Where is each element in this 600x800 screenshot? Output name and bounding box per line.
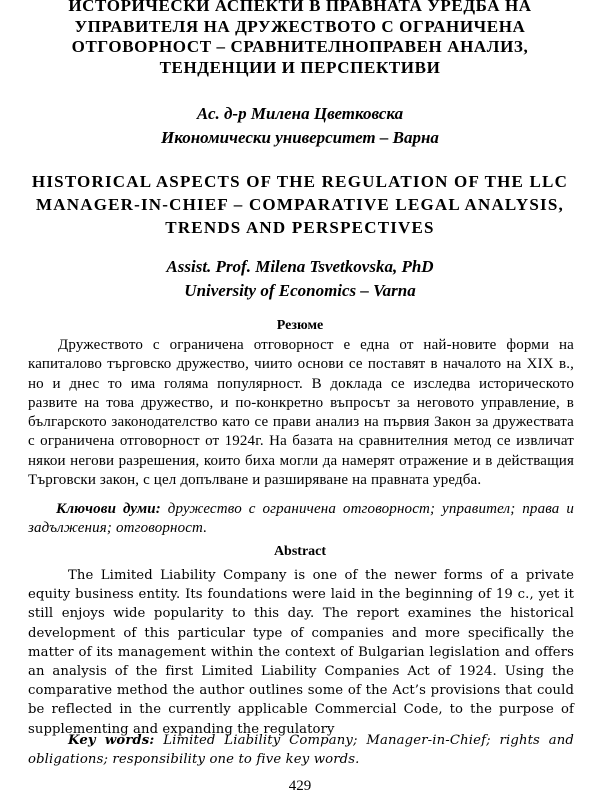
abstract-heading: Abstract	[273, 544, 327, 559]
rezyume-paragraph: Дружеството с ограничена отговорност е една от най-новите форми на капиталово търговско дружество, чиито основи се поставят в началото на XIX в., но и днес то има голяма популярност. В доклада се изследва историческото развите на това дружество, и по-конкретно въпросът за неговото управление, в българското законодателство като се прави анализ на първия Закон за дружествата с ограничена отговорност от 1924г. На базата на сравнителния метод се извличат някои негови разрешения, които биха могли да намерят отражение и в действащия Търговски закон, с цел допълване и разширяване на правната уредба.	[28, 337, 574, 489]
english-author-affiliation: University of Economics – Varna	[184, 281, 416, 300]
bulgarian-keywords	[28, 500, 574, 539]
bulgarian-keywords-text: дружество с ограничена отговорност; управител; права и задължения; отговорност.	[28, 501, 574, 537]
bulgarian-author-block	[20, 102, 580, 150]
english-author-block	[20, 255, 580, 303]
bulgarian-author-name: Ас. д-р Милена Цветковска	[196, 104, 404, 123]
bulgarian-title: ИСТОРИЧЕСКИ АСПЕКТИ В ПРАВНАТА УРЕДБА НА УПРАВИТЕЛЯ НА ДРУЖЕСТВОТО С ОГРАНИЧЕНА ОТГОВОРНОСТ – СРАВНИТЕЛНОПРАВЕН АНАЛИЗ, ТЕНДЕНЦИИ И ПЕРСПЕКТИВИ	[68, 0, 532, 77]
bulgarian-keywords-label: Ключови думи:	[56, 501, 161, 517]
english-keywords	[28, 731, 574, 769]
abstract-paragraph: The Limited Liability Company is one of the newer forms of a private equity business entity. Its foundations were laid in the beginning of 19 c., yet it still enjoys wide popularity to this day. The report examines the historical development of this particular type of companies and more specifically the matter of its management within the context of Bulgarian legislation and offers an analysis of the first Limited Liability Companies Act of 1924. Using the comparative method the author outlines some of the Act’s provisions that could be reflected in the currently applicable Commercial Code, to the purpose of supplementing and expanding the regulatory	[28, 568, 574, 737]
bulgarian-author-affiliation: Икономически университет – Варна	[161, 128, 439, 147]
english-author-name: Assist. Prof. Milena Tsvetkovska, PhD	[166, 257, 434, 276]
rezyume-heading: Резюме	[276, 318, 324, 333]
english-keywords-text: Limited Liability Company; Manager-in-Chief; rights and obligations; responsibility one to five key words.	[28, 733, 574, 768]
english-title: HISTORICAL ASPECTS OF THE REGULATION OF THE LLC MANAGER-IN-CHIEF – COMPARATIVE LEGAL ANALYSIS, TRENDS AND PERSPECTIVES	[31, 172, 569, 237]
english-keywords-label: Key words:	[68, 733, 155, 748]
page-number: 429	[288, 778, 312, 794]
